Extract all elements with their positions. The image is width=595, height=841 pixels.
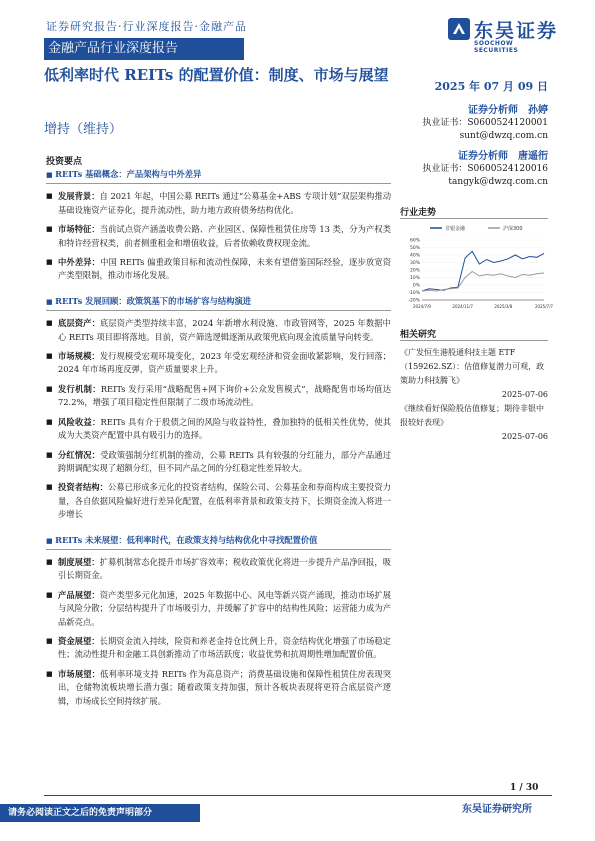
- y-tick-label: 0%: [412, 283, 420, 289]
- analyst-cert: 执业证书：S0600524120001: [422, 118, 548, 128]
- section-heading: ■ REITs 发展回顾：政策筑基下的市场扩容与结构演进: [46, 293, 391, 311]
- bullet-item: ■ 市场规模：发行规模受宏观环境变化，2023 年受宏观经济和资金面收紧影响，发行回落；2024 年市场再度反弹，资产质量要求上升。: [46, 350, 391, 377]
- industry-trend-chart: [400, 222, 553, 312]
- report-title: 低利率时代 REITs 的配置价值：制度、市场与展望: [44, 66, 389, 84]
- x-tick-label: 2025/7/7: [535, 304, 553, 309]
- analyst-email[interactable]: tangyk@dwzq.com.cn: [448, 177, 548, 187]
- bullet-item: ■ 风险收益：REITs 具有介于股债之间的风险与收益特性，叠加独特的低相关性优势，使其成为大类资产配置中具有吸引力的选择。: [46, 416, 391, 443]
- summary-heading: 投资要点: [46, 157, 83, 167]
- divider: [400, 218, 548, 219]
- section-heading: ■ REITs 未来展望：低利率时代，在政策支持与结构优化中寻找配置价值: [46, 532, 391, 550]
- related-item[interactable]: 《广发恒生港股通科技主题 ETF（159262.SZ）：估值修复潜力可观，政策助力科技腾飞》 2025-07-06: [400, 348, 548, 399]
- y-tick-label: 30%: [409, 261, 420, 266]
- footer-org: 东吴证券研究所: [462, 804, 532, 815]
- report-date: 2025 年 07 月 09 日: [434, 80, 548, 93]
- bullet-item: ■ 市场特征：当前试点资产涵盖收费公路、产业园区、保障性租赁住房等 13 类，分为产权类和特许经营权类，前者侧重租金和增值收益，后者依赖收费权现金流。: [46, 223, 391, 250]
- divider: [400, 340, 548, 341]
- x-tick-label: 2024/11/7: [452, 304, 473, 309]
- analyst-block-1: [398, 104, 548, 143]
- analyst-email[interactable]: sunt@dwzq.com.cn: [459, 131, 548, 141]
- bullet-item: ■ 产品展望：资产类型多元化加速，2025 年数据中心、风电等新兴资产涌现，推动市场扩展与风险分散；分层结构提升了市场吸引力，并缓解了扩容中的结构性风险；运营能力成为产品新亮点。: [46, 589, 391, 629]
- bullet-item: ■ 投资者结构：公募已形成多元化的投资者结构，保险公司、公募基金和券商构成主要投资力量，各自依据风险偏好进行差异化配置，在低利率背景和政策支持下，长期资金流入将进一步增长: [46, 481, 391, 521]
- analyst-name: 证券分析师 唐遥衎: [458, 151, 548, 162]
- summary-body: [46, 166, 391, 708]
- company-logo: [448, 16, 558, 52]
- series-line: [422, 272, 544, 292]
- report-type-banner: 金融产品行业深度报告: [44, 38, 244, 60]
- section-heading: ■ REITs 基础概念：产品架构与中外差异: [46, 166, 391, 184]
- y-tick-label: 40%: [409, 253, 420, 259]
- bullet-item: ■ 资金展望：长期资金流入持续，险资和养老金持仓比例上升，资金结构优化增强了市场稳定性；流动性提升和金融工具创新推动了市场活跃度；收益优势和抗周期性增加配置价值。: [46, 635, 391, 662]
- y-tick-label: 10%: [409, 276, 420, 281]
- footer-divider: [44, 795, 552, 796]
- logo-text-en: SOOCHOW SECURITIES: [474, 40, 519, 54]
- logo-text-cn: 东吴证券: [474, 20, 559, 42]
- bullet-item: ■ 发展背景：自 2021 年起，中国公募 REITs 通过“公募基金+ABS 专项计划”双层架构推动基础设施资产证券化，提升流动性，助力地方政府债务结构优化。: [46, 190, 391, 217]
- report-category-tag: 证券研究报告·行业深度报告·金融产品: [46, 20, 247, 33]
- bullet-item: ■ 底层资产：底层资产类型持续丰富，2024 年新增水利设施、市政管网等，2025 年数据中心 REITs 项目即将落地。目前，资产筛选逻辑逐渐从政策兜底向现金流质量导向转变。: [46, 317, 391, 344]
- y-tick-label: -20%: [408, 298, 420, 304]
- y-tick-label: 20%: [409, 268, 420, 274]
- bullet-item: ■ 市场展望：低利率环境支持 REITs 作为高息资产；消费基础设施和保障性租赁住房表现突出，仓储物流板块增长潜力强；随着政策支持加强，预计各板块表现将更符合底层资产逻辑，市场成长空间持续扩展。: [46, 668, 391, 708]
- bullet-item: ■ 制度展望：扩募机制常态化提升市场扩容效率；税收政策优化将进一步提升产品净回报，吸引长期资金。: [46, 556, 391, 583]
- y-tick-label: 60%: [409, 238, 420, 244]
- rating: 增持（维持）: [44, 122, 123, 137]
- related-title: 相关研究: [400, 330, 437, 340]
- analyst-block-2: [398, 150, 548, 189]
- trend-title: 行业走势: [400, 208, 437, 218]
- bullet-item: ■ 中外差异：中国 REITs 偏重政策目标和流动性保障，未来有望借鉴国际经验，逐步放宽资产类型限制，推动市场化发展。: [46, 256, 391, 283]
- bullet-item: ■ 发行机制：REITs 发行采用“战略配售+网下询价+公众发售模式”，战略配售市场均值达72.2%，增强了项目稳定性但限制了二级市场流动性。: [46, 383, 391, 410]
- x-tick-label: 2024/7/9: [413, 304, 431, 309]
- y-tick-label: -10%: [408, 291, 420, 296]
- analyst-name: 证券分析师 孙婷: [468, 105, 548, 116]
- y-tick-label: 50%: [409, 246, 420, 251]
- analyst-cert: 执业证书：S0600524120016: [422, 164, 548, 174]
- legend-label: 非银金融: [445, 226, 466, 232]
- related-item[interactable]: 《继续看好保险股估值修复；期待非银中报较好表现》 2025-07-06: [400, 404, 548, 441]
- legend-label: 沪深300: [503, 226, 523, 232]
- page-number: 1 / 30: [510, 783, 539, 793]
- disclaimer-banner: 请务必阅读正文之后的免责声明部分: [0, 804, 200, 822]
- logo-mark-icon: [448, 18, 470, 40]
- x-tick-label: 2025/3/8: [494, 304, 513, 309]
- bullet-item: ■ 分红情况：受政策强制分红机制的推动，公募 REITs 具有较强的分红能力，部分产品通过跨期调配实现了超额分红，但不同产品之间的分红稳定性差异较大。: [46, 449, 391, 476]
